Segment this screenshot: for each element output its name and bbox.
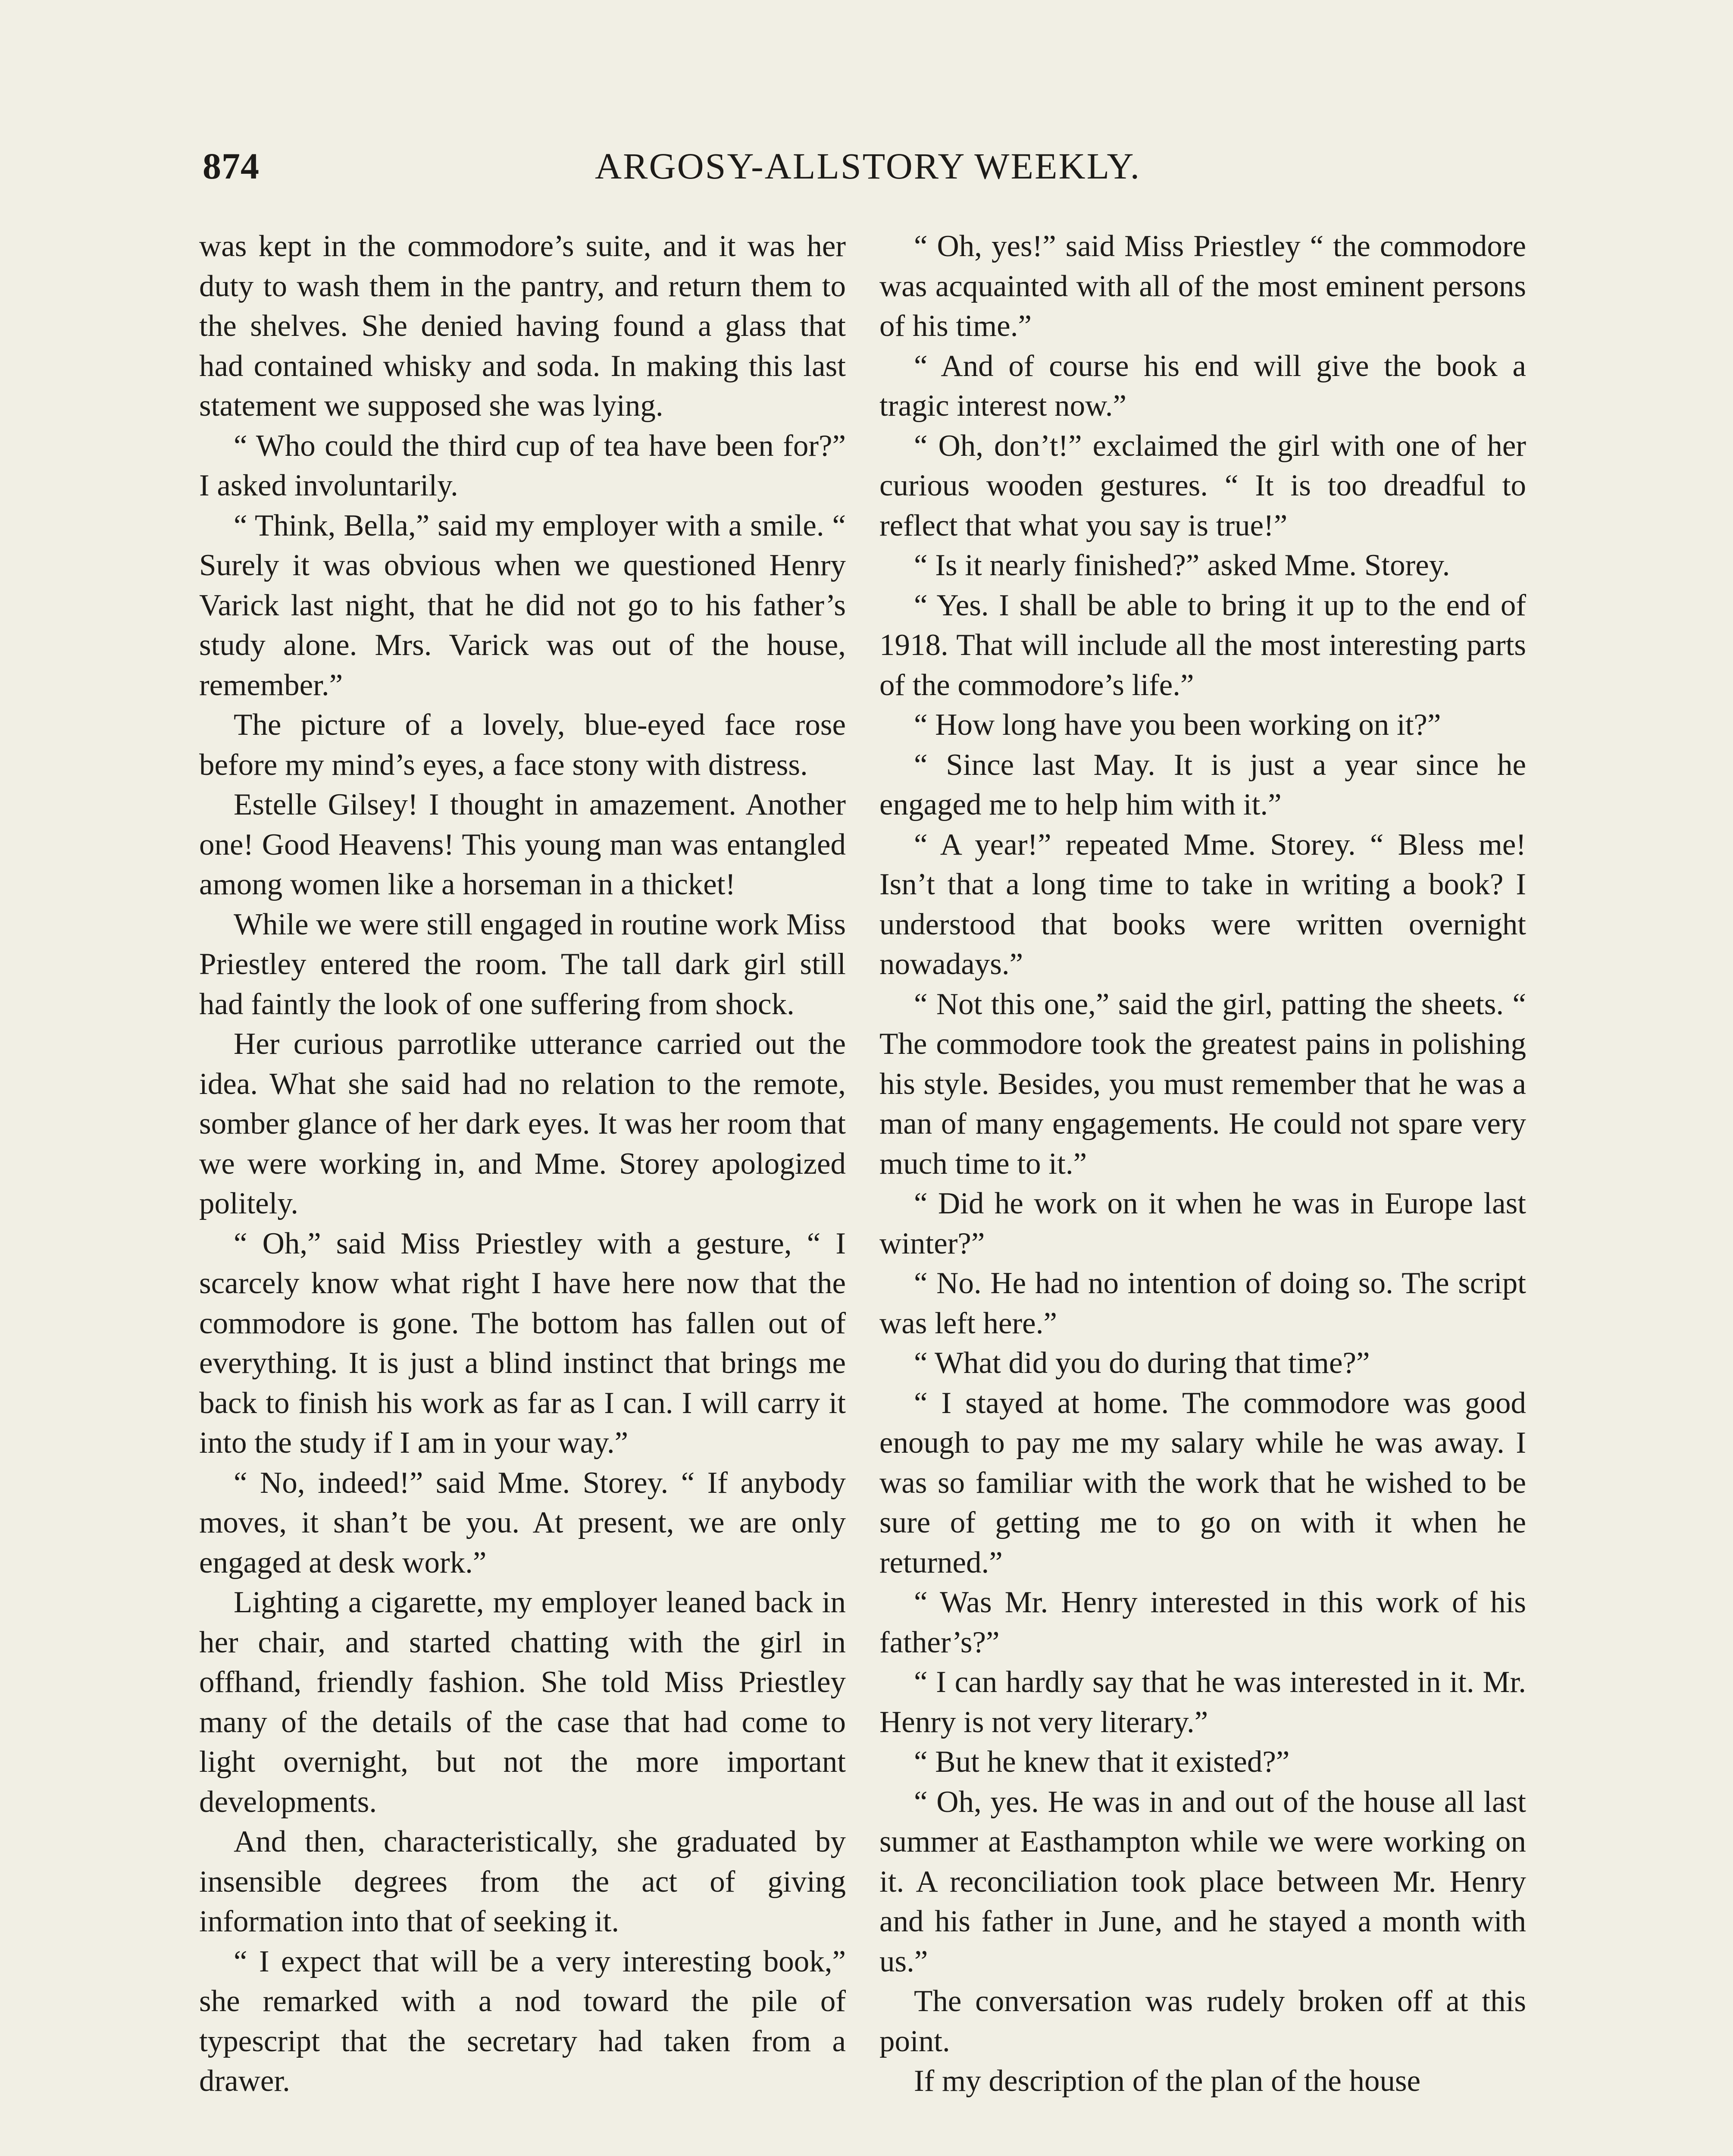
paragraph: “ I can hardly say that he was interested in it. Mr. Henry is not very literary.” — [879, 1665, 1526, 1739]
paragraph: Lighting a cigarette, my employer leaned back in her chair, and started chatting with the girl in offhand, friendly fashion. She told Miss Priestley many of the details of the case that had come to light overnight, but not the more important developments. — [199, 1586, 846, 1819]
paragraph: “ Oh, yes!” said Miss Priestley “ the commodore was acquainted with all of the most eminent persons of his time.” — [879, 229, 1526, 343]
paragraph: “ I expect that will be a very interesting book,” she remarked with a nod toward the pile of typescript that the secretary had taken from a drawer. — [199, 1944, 846, 2098]
paragraph: “ Oh, yes. He was in and out of the house all last summer at Easthampton while we were working on it. A reconciliation took place between Mr. Henry and his father in June, and he stayed a month with us.” — [879, 1785, 1526, 1978]
left-column — [199, 226, 846, 2101]
paragraph: “ Who could the third cup of tea have been for?” I asked involuntarily. — [199, 429, 846, 502]
paragraph: Her curious parrotlike utterance carried out the idea. What she said had no relation to the remote, somber glance of her dark eyes. It was her room that we were working in, and Mme. Storey apologized politely. — [199, 1027, 846, 1220]
page-number: 874 — [203, 145, 260, 187]
paragraph: While we were still engaged in routine work Miss Priestley entered the room. The tall dark girl still had faintly the look of one suffering from shock. — [199, 907, 846, 1021]
paragraph: “ A year!” repeated Mme. Storey. “ Bless me! Isn’t that a long time to take in writing a book? I understood that books were written overnight nowadays.” — [879, 827, 1526, 981]
paragraph: was kept in the commodore’s suite, and it was her duty to wash them in the pantry, and return them to the shelves. She denied having found a glass that had contained whisky and soda. In making this last statement we supposed she was lying. — [199, 229, 846, 423]
paragraph: And then, characteristically, she graduated by insensible degrees from the act of giving information into that of seeking it. — [199, 1825, 846, 1938]
paragraph: “ Since last May. It is just a year since he engaged me to help him with it.” — [879, 748, 1526, 821]
paragraph: “ Oh,” said Miss Priestley with a gesture, “ I scarcely know what right I have here now that the commodore is gone. The bottom has fallen out of everything. It is just a blind instinct that brings me back to finish his work as far as I can. I will carry it into the study if I am in your way.” — [199, 1226, 846, 1460]
paragraph: “ Think, Bella,” said my employer with a smile. “ Surely it was obvious when we questioned Henry Varick last night, that he did not go to his father’s study alone. Mrs. Varick was out of the house, remember.” — [199, 508, 846, 702]
right-column — [879, 226, 1526, 2101]
paragraph: “ Was Mr. Henry interested in this work of his father’s?” — [879, 1586, 1526, 1659]
paragraph: “ Is it nearly finished?” asked Mme. Storey. — [914, 548, 1450, 582]
paragraph: “ And of course his end will give the book a tragic interest now.” — [879, 349, 1526, 423]
paragraph: “ Yes. I shall be able to bring it up to the end of 1918. That will include all the most interesting parts of the commodore’s life.” — [879, 588, 1526, 702]
paragraph: If my description of the plan of the house — [914, 2064, 1421, 2098]
paragraph: “ No, indeed!” said Mme. Storey. “ If anybody moves, it shan’t be you. At present, we are only engaged at desk work.” — [199, 1466, 846, 1579]
paragraph: “ What did you do during that time?” — [914, 1346, 1370, 1380]
paragraph: “ I stayed at home. The commodore was good enough to pay me my salary while he was away. I was so familiar with the work that he wished to be sure of getting me to go on with it when he returned.” — [879, 1386, 1526, 1579]
paragraph: Estelle Gilsey! I thought in amazement. Another one! Good Heavens! This young man was entangled among women like a horseman in a thicket! — [199, 788, 846, 901]
paragraph: “ But he knew that it existed?” — [914, 1745, 1290, 1779]
paragraph: “ How long have you been working on it?” — [914, 708, 1441, 742]
paragraph: The conversation was rudely broken off at this point. — [879, 1984, 1526, 2058]
paragraph: “ Not this one,” said the girl, patting the sheets. “ The commodore took the greatest pains in polishing his style. Besides, you must remember that he was a man of many engagements. He could not spare very much time to it.” — [879, 987, 1526, 1181]
running-head: ARGOSY-ALLSTORY WEEKLY. — [595, 145, 1141, 187]
paragraph: The picture of a lovely, blue-eyed face rose before my mind’s eyes, a face stony with distress. — [199, 708, 846, 782]
paragraph: “ Did he work on it when he was in Europe last winter?” — [879, 1187, 1526, 1260]
paragraph: “ Oh, don’t!” exclaimed the girl with one of her curious wooden gestures. “ It is too dreadful to reflect that what you say is true!” — [879, 429, 1526, 542]
paragraph: “ No. He had no intention of doing so. The script was left here.” — [879, 1266, 1526, 1340]
